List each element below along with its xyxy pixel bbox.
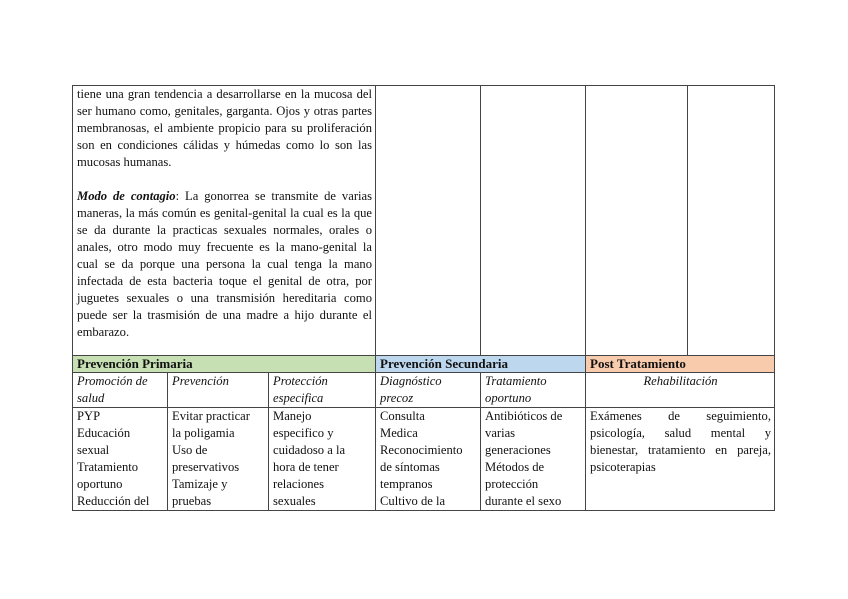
cell-line: generaciones bbox=[485, 443, 551, 457]
cell-line: preservativos bbox=[172, 460, 240, 474]
cell-line: Medica bbox=[380, 426, 418, 440]
header-post: Post Tratamiento bbox=[586, 356, 775, 373]
cell-line: Cultivo de la bbox=[380, 494, 446, 508]
intro-cell bbox=[73, 86, 376, 356]
contagio-text: : La gonorrea se transmite de varias maneras, la más común es genital-genital la cual es la que se da durante la practicas sexuales normales, orales o anales, otro modo muy frecuente es la mano-genital la cual se da porque una persona la cual tenga la mano infectada de esta bacteria toque el genital de otra, por juguetes sexuales o una transmisión hereditaria como puede ser la trasmisión de una madre a hijo durante el embarazo. bbox=[77, 189, 373, 339]
cell-line: durante el sexo bbox=[485, 494, 562, 508]
subheader-proteccion: Protección especifica bbox=[269, 373, 376, 408]
contagio-paragraph bbox=[77, 188, 372, 341]
prevention-table bbox=[72, 85, 775, 511]
cell-line: especifico y bbox=[273, 426, 334, 440]
cell-tratamiento bbox=[481, 408, 586, 511]
cell-line: Métodos de bbox=[485, 460, 545, 474]
cell-line: protección bbox=[485, 477, 539, 491]
cell-line: Educación bbox=[77, 426, 131, 440]
content-row bbox=[73, 408, 775, 511]
cell-prevencion bbox=[168, 408, 269, 511]
subheader-diagnostico: Diagnóstico precoz bbox=[376, 373, 481, 408]
cell-diagnostico bbox=[376, 408, 481, 511]
cell-line: sexuales bbox=[273, 494, 316, 508]
cell-line: Reconocimiento bbox=[380, 443, 463, 457]
cell-rehabilitacion: Exámenes de seguimiento, psicología, salud mental y bienestar, tratamiento en pareja, psicoterapias bbox=[586, 408, 775, 511]
cell-line: Tratamiento bbox=[77, 460, 139, 474]
contagio-label: Modo de contagio bbox=[77, 189, 176, 203]
cell-promocion bbox=[73, 408, 168, 511]
empty-cell bbox=[586, 86, 688, 356]
subheader-prevencion: Prevención bbox=[168, 373, 269, 408]
cell-line: varias bbox=[485, 426, 516, 440]
cell-line: Uso de bbox=[172, 443, 208, 457]
cell-line: oportuno bbox=[77, 477, 123, 491]
empty-cell bbox=[376, 86, 481, 356]
cell-line: hora de tener bbox=[273, 460, 339, 474]
header-primaria: Prevención Primaria bbox=[73, 356, 376, 373]
subheader-promocion: Promoción de salud bbox=[73, 373, 168, 408]
cell-line: Manejo bbox=[273, 409, 312, 423]
empty-cell bbox=[481, 86, 586, 356]
cell-line: sexual bbox=[77, 443, 110, 457]
cell-line: cuidadoso a la bbox=[273, 443, 346, 457]
cell-line: Consulta bbox=[380, 409, 425, 423]
header-row bbox=[73, 356, 775, 373]
subheader-tratamiento: Tratamiento oportuno bbox=[481, 373, 586, 408]
header-secundaria: Prevención Secundaria bbox=[376, 356, 586, 373]
cell-line: Tamizaje y bbox=[172, 477, 228, 491]
cell-line: relaciones bbox=[273, 477, 325, 491]
cell-proteccion bbox=[269, 408, 376, 511]
empty-cell bbox=[688, 86, 775, 356]
intro-row bbox=[73, 86, 775, 356]
intro-paragraph: tiene una gran tendencia a desarrollarse en la mucosa del ser humano como, genitales, garganta. Ojos y otras partes membranosas, el ambiente propicio para su proliferación son en condiciones cálidas y húmedas como lo son las mucosas humanas. bbox=[77, 87, 373, 169]
subheader-row bbox=[73, 373, 775, 408]
cell-line: tempranos bbox=[380, 477, 433, 491]
cell-line: de síntomas bbox=[380, 460, 440, 474]
cell-line: Antibióticos de bbox=[485, 409, 563, 423]
cell-line: pruebas bbox=[172, 494, 212, 508]
cell-line: PYP bbox=[77, 409, 101, 423]
cell-line: Reducción del bbox=[77, 494, 150, 508]
cell-line: Evitar practicar bbox=[172, 409, 250, 423]
subheader-rehabilitacion: Rehabilitación bbox=[586, 373, 775, 408]
cell-line: la poligamia bbox=[172, 426, 235, 440]
